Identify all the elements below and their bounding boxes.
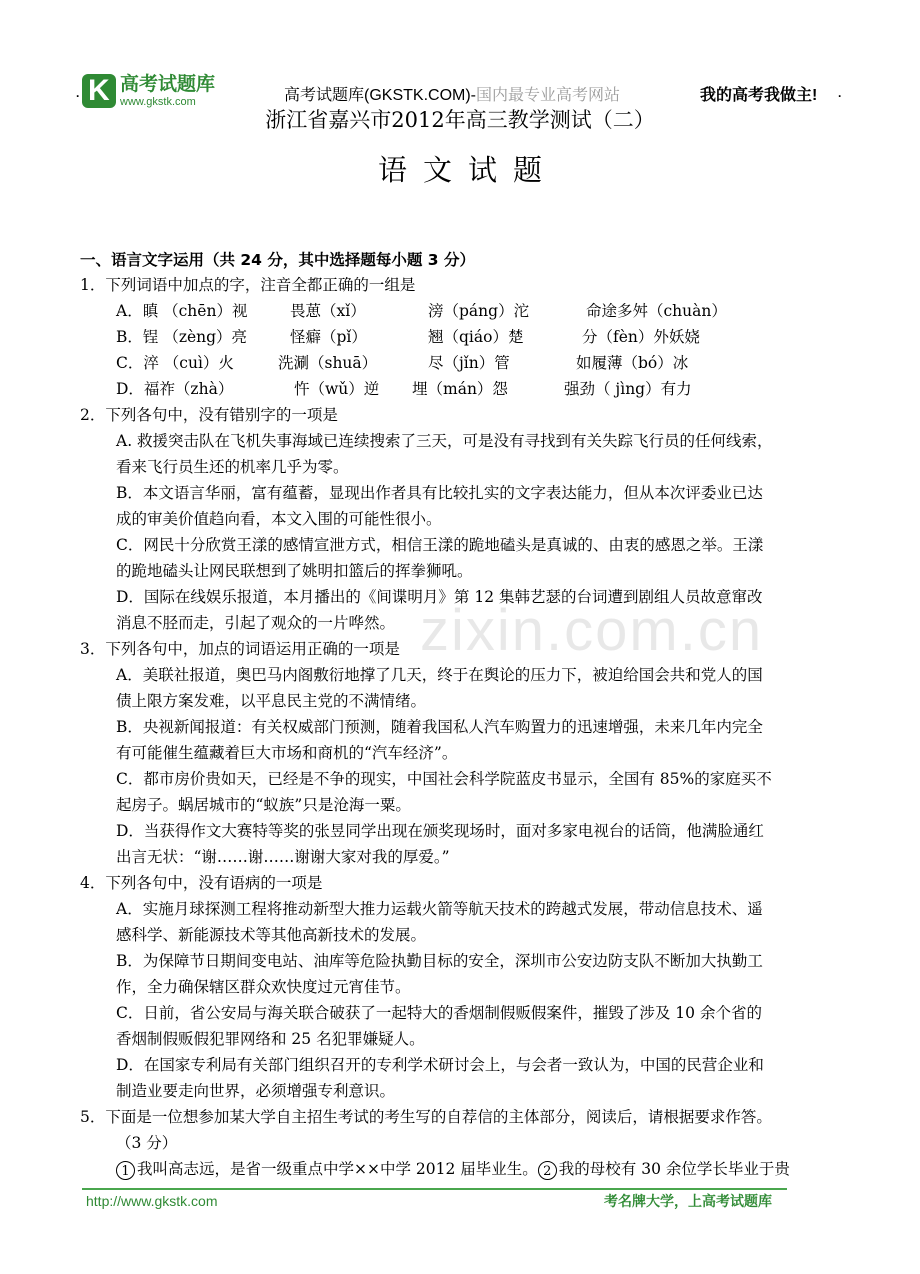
- q3-line: 有可能催生蕴藏着巨大市场和商机的“汽车经济”。: [116, 744, 458, 762]
- q1-a-2: 畏葸（xǐ）: [290, 302, 366, 320]
- q1-d-1: D．福祚（zhà）: [116, 380, 234, 398]
- q5-sentence-1: 我叫高志远，是省一级重点中学××中学 2012 届毕业生。: [137, 1160, 538, 1178]
- q1-a-4: 命途多舛（chuàn）: [586, 302, 727, 320]
- q1-c-2: 洗涮（shuā）: [278, 354, 378, 372]
- q2-line: 的跪地磕头让网民联想到了姚明扣篮后的挥拳狮吼。: [116, 562, 473, 580]
- q2-line: A. 救援突击队在飞机失事海域已连续搜索了三天，可是没有寻找到有关失踪飞行员的任何线索，: [116, 432, 773, 450]
- q2-line: 看来飞行员生还的机率几乎为零。: [116, 458, 349, 476]
- q3-line: 起房子。蜗居城市的“蚁族”只是沧海一粟。: [116, 796, 411, 814]
- q1-d-3: 埋（mán）怨: [412, 380, 508, 398]
- logo-letter: K: [88, 74, 110, 107]
- header-dot-left: ·: [76, 89, 80, 103]
- q1-option-a: [0, 299, 920, 323]
- q3-line: 债上限方案发难，以平息民主党的不满情绪。: [116, 692, 427, 710]
- footer-link[interactable]: http://www.gkstk.com: [86, 1193, 218, 1209]
- q3-line: D．当获得作文大赛特等奖的张昱同学出现在颁奖现场时，面对多家电视台的话筒，他满脸通红: [116, 822, 764, 840]
- q1-b-4: 分（fèn）外妖娆: [582, 328, 700, 346]
- header-tagline: [284, 86, 620, 106]
- q4-stem: 4．下列各句中，没有语病的一项是: [80, 874, 323, 892]
- subject-title: 语文试题: [377, 153, 558, 187]
- q1-option-d: [0, 377, 920, 401]
- header-site-slogan: 国内最专业高考网站: [476, 87, 621, 104]
- header-dot-right: ·: [838, 89, 842, 103]
- q1-c-4: 如履薄（bó）冰: [576, 354, 689, 372]
- q4-line: 感科学、新能源技术等其他高新技术的发展。: [116, 926, 427, 944]
- exam-title: 浙江省嘉兴市2012年高三教学测试（二）: [265, 108, 655, 132]
- q3-stem: 3．下列各句中，加点的词语运用正确的一项是: [80, 640, 400, 658]
- q4-line: C．日前，省公安局与海关联合破获了一起特大的香烟制假贩假案件，摧毁了涉及 10 余个省的: [116, 1004, 762, 1022]
- q1-stem: 1．下列词语中加点的字，注音全都正确的一组是: [80, 276, 416, 294]
- q1-option-b: [0, 325, 920, 349]
- q1-a-1: A．瞋 （chēn）视: [116, 302, 248, 320]
- q3-line: B．央视新闻报道：有关权威部门预测，随着我国私人汽车购置力的迅速增强，未来几年内完全: [116, 718, 763, 736]
- q1-a-3: 滂（páng）沱: [428, 302, 530, 320]
- q2-line: C．网民十分欣赏王漾的感情宣泄方式，相信王漾的跪地磕头是真诚的、由衷的感恩之举。王漾: [116, 536, 764, 554]
- q4-line: 香烟制假贩假犯罪网络和 25 名犯罪嫌疑人。: [116, 1030, 425, 1048]
- q5-paragraph: [116, 1157, 790, 1181]
- q1-option-c: [0, 351, 920, 375]
- q5-sentence-2: 我的母校有 30 余位学长毕业于贵: [558, 1160, 790, 1178]
- q3-line: C．都市房价贵如天，已经是不争的现实，中国社会科学院蓝皮书显示，全国有 85%的家庭买不: [116, 770, 772, 788]
- q4-line: A．实施月球探测工程将推动新型大推力运载火箭等航天技术的跨越式发展，带动信息技术、遥: [116, 900, 763, 918]
- section-heading: 一、语言文字运用（共 24 分，其中选择题每小题 3 分）: [80, 251, 475, 269]
- header-site-name: 高考试题库(GKSTK.COM)-: [284, 87, 476, 104]
- q2-line: B．本文语言华丽，富有蕴蓄，显现出作者具有比较扎实的文字表达能力，但从本次评委业已达: [116, 484, 763, 502]
- q1-d-4: 强劲（ jìng）有力: [564, 380, 692, 398]
- q2-line: 成的审美价值趋向看，本文入围的可能性很小。: [116, 510, 442, 528]
- header-motto: 我的高考我做主!: [700, 87, 818, 104]
- q4-line: B．为保障节日期间变电站、油库等危险执勤目标的安全，深圳市公安边防支队不断加大执勤工: [116, 952, 763, 970]
- logo-url[interactable]: www.gkstk.com: [120, 96, 196, 108]
- q2-line: D．国际在线娱乐报道，本月播出的《间谍明月》第 12 集韩艺瑟的台词遭到剧组人员故意窜改: [116, 588, 763, 606]
- q2-line: 消息不胫而走，引起了观众的一片哗然。: [116, 614, 396, 632]
- q1-c-3: 尽（jǐn）管: [428, 354, 510, 372]
- q3-line: 出言无状：“谢……谢……谢谢大家对我的厚爱。”: [116, 848, 450, 866]
- q4-line: 制造业要走向世界，必须增强专利意识。: [116, 1082, 396, 1100]
- q1-b-3: 翘（qiáo）楚: [428, 328, 524, 346]
- circle-number-1: 1: [116, 1161, 135, 1180]
- q2-stem: 2．下列各句中，没有错别字的一项是: [80, 406, 338, 424]
- q5-stem: 5．下面是一位想参加某大学自主招生考试的考生写的自荐信的主体部分，阅读后，请根据要求作答。: [80, 1108, 772, 1126]
- q1-c-1: C．淬 （cuì）火: [116, 354, 234, 372]
- q1-b-2: 怪癖（pǐ）: [290, 328, 367, 346]
- footer-slogan: 考名牌大学，上高考试题库: [604, 1193, 772, 1209]
- q4-line: 作，全力确保辖区群众欢快度过元宵佳节。: [116, 978, 411, 996]
- logo-title[interactable]: 高考试题库: [120, 74, 216, 95]
- footer-rule: [82, 1188, 787, 1190]
- q5-points: （3 分）: [116, 1134, 178, 1152]
- q4-line: D．在国家专利局有关部门组织召开的专利学术研讨会上，与会者一致认为，中国的民营企业和: [116, 1056, 764, 1074]
- circle-number-2: 2: [538, 1161, 557, 1180]
- q1-b-1: B．锃 （zèng）亮: [116, 328, 248, 346]
- q1-d-2: 忤（wǔ）逆: [294, 380, 380, 398]
- q3-line: A．美联社报道，奥巴马内阁敷衍地撑了几天，终于在舆论的压力下，被迫给国会共和党人的国: [116, 666, 763, 684]
- watermark: zixin.com.cn: [420, 598, 764, 663]
